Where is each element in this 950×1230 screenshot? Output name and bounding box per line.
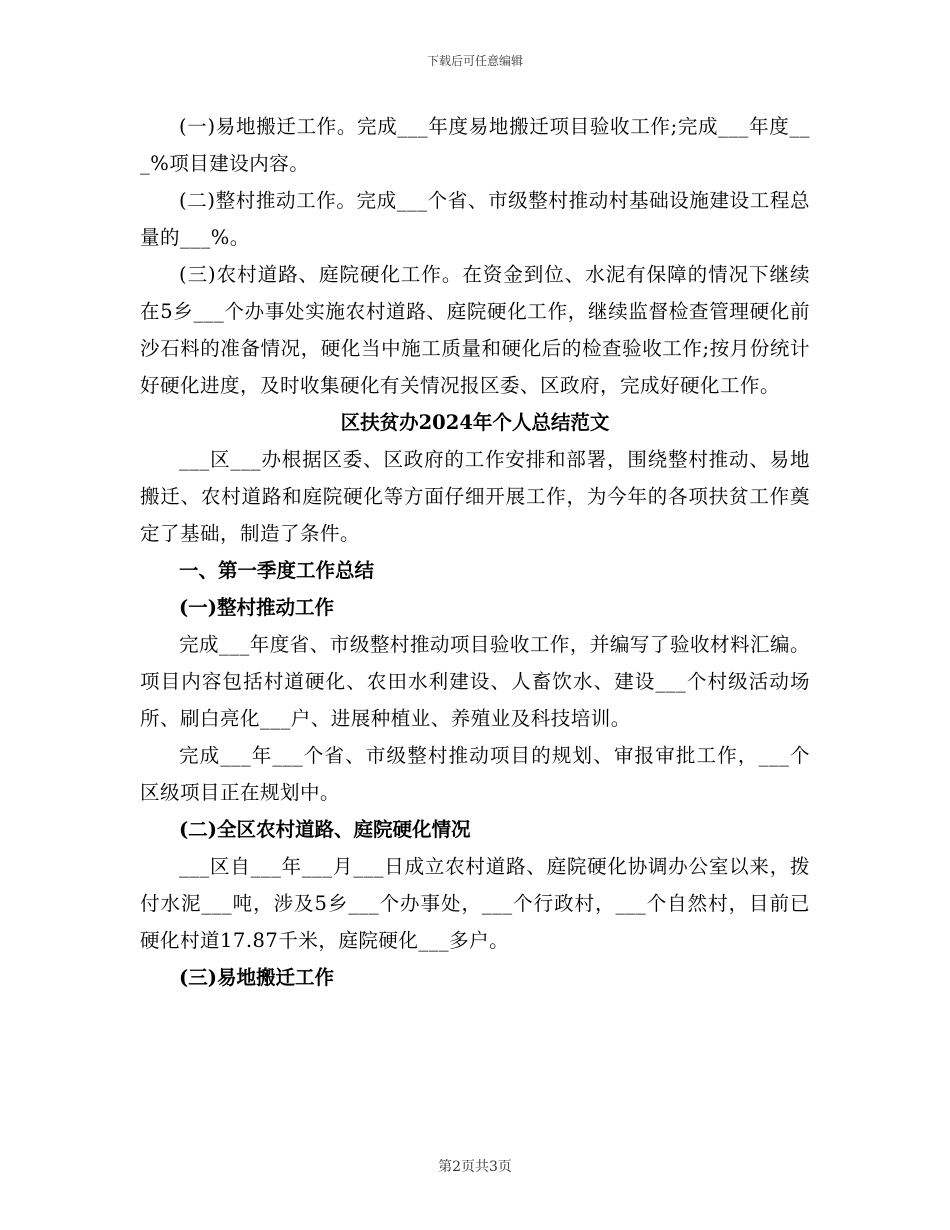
article-title: 区扶贫办2024年个人总结范文 — [340, 411, 610, 434]
paragraph-roads-1: ___区自___年___月___日成立农村道路、庭院硬化协调办公室以来，拨付水泥___吨，涉及5乡___个办事处，___个行政村，___个自然村，目前已硬化村道17.87千米，庭院硬化___多户。 — [140, 855, 810, 952]
subheading-village: (一)整村推动工作 — [179, 596, 334, 619]
page-footer: 第2页共3页 — [438, 1159, 512, 1175]
article-intro: ___区___办根据区委、区政府的工作安排和部署，围绕整村推动、易地搬迁、农村道路和庭院硬化等方面仔细开展工作，为今年的各项扶贫工作奠定了基础，制造了条件。 — [140, 448, 810, 545]
paragraph-road-plan: (三)农村道路、庭院硬化工作。在资金到位、水泥有保障的情况下继续在5乡___个办事处实施农村道路、庭院硬化工作，继续监督检查管理硬化前沙石料的准备情况，硬化当中施工质量和硬化后的检查验收工作;按月份统计好硬化进度，及时收集硬化有关情况报区委、区政府，完成好硬化工作。 — [140, 263, 810, 397]
document-body — [140, 108, 810, 996]
paragraph-relocation-plan: (一)易地搬迁工作。完成___年度易地搬迁项目验收工作;完成___年度___%项目建设内容。 — [140, 115, 810, 175]
paragraph-village-1: 完成___年度省、市级整村推动项目验收工作，并编写了验收材料汇编。项目内容包括村道硬化、农田水利建设、人畜饮水、建设___个村级活动场所、刷白亮化___户、进展种植业、养殖业及科技培训。 — [140, 633, 810, 730]
page-header: 下载后可任意编辑 — [426, 54, 523, 68]
paragraph-village-2: 完成___年___个省、市级整村推动项目的规划、审报审批工作，___个区级项目正在规划中。 — [140, 744, 810, 804]
section-heading-q1: 一、第一季度工作总结 — [179, 559, 375, 582]
subheading-roads: (二)全区农村道路、庭院硬化情况 — [179, 818, 471, 841]
subheading-relocation: (三)易地搬迁工作 — [179, 966, 334, 989]
paragraph-village-plan: (二)整村推动工作。完成___个省、市级整村推动村基础设施建设工程总量的___%。 — [140, 189, 810, 249]
